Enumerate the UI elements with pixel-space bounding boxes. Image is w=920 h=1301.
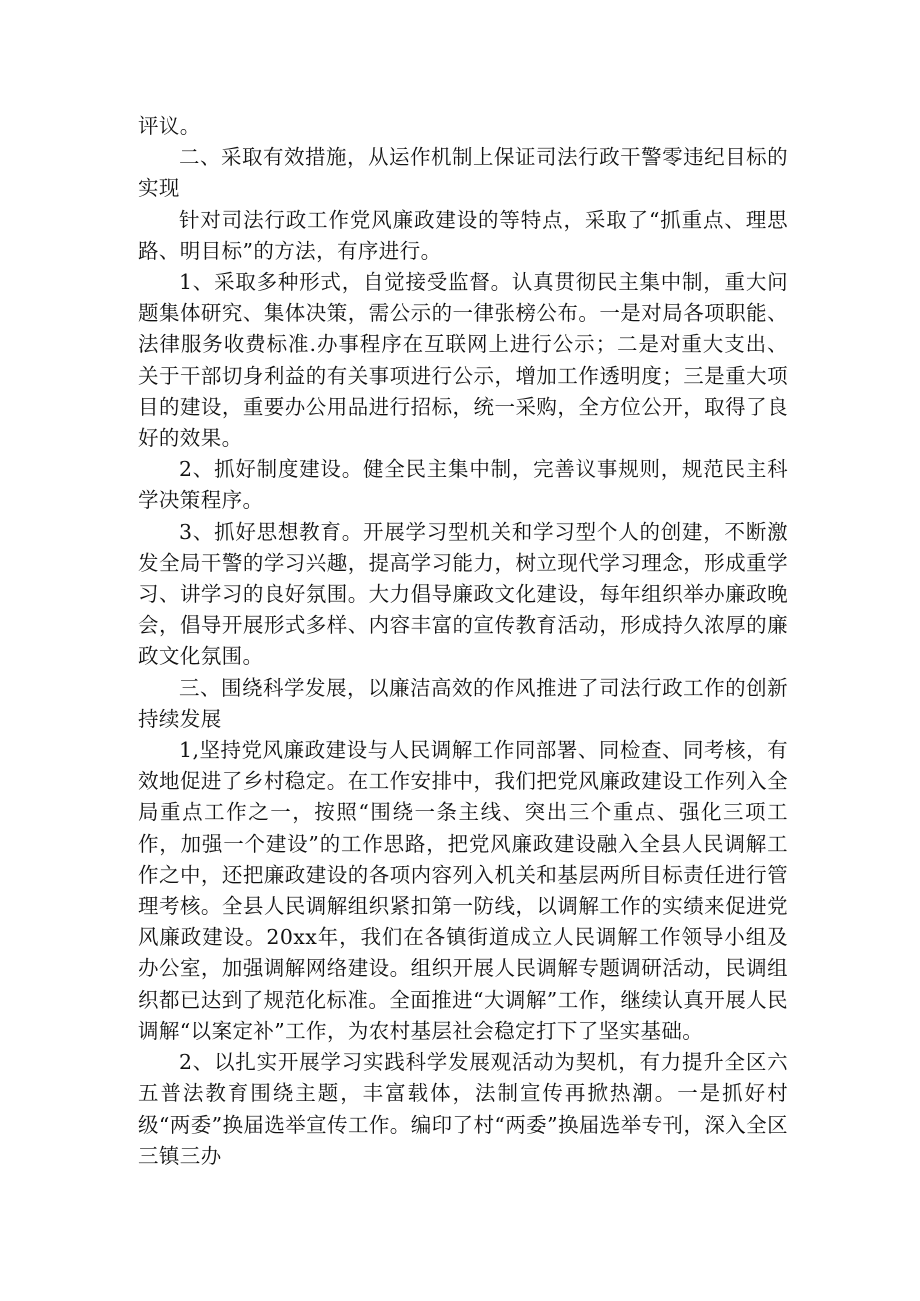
document-body <box>138 111 788 1172</box>
paragraph-item-3: 3、抓好思想教育。开展学习型机关和学习型个人的创建，不断激发全局干警的学习兴趣，提高学习能力，树立现代学习理念，形成重学习、讲学习的良好氛围。大力倡导廉政文化建设，每年组织举办廉政晚会，倡导开展形式多样、内容丰富的宣传教育活动，形成持久浓厚的廉政文化氛围。 <box>138 519 788 669</box>
section-heading-3: 三、围绕科学发展，以廉洁高效的作风推进了司法行政工作的创新持续发展 <box>138 675 788 731</box>
paragraph-item-3-1: 1,坚持党风廉政建设与人民调解工作同部署、同检查、同考核，有效地促进了乡村稳定。在工作安排中，我们把党风廉政建设工作列入全局重点工作之一，按照“围绕一条主线、突出三个重点、强化三项工作，加强一个建设”的工作思路，把党风廉政建设融入全县人民调解工作之中，还把廉政建设的各项内容列入机关和基层两所目标责任进行管理考核。全县人民调解组织紧扣第一防线，以调解工作的实绩来促进党风廉政建设。20xx年，我们在各镇街道成立人民调解工作领导小组及办公室，加强调解网络建设。组织开展人民调解专题调研活动，民调组织都已达到了规范化标准。全面推进“大调解”工作，继续认真开展人民调解“以案定补”工作，为农村基层社会稳定打下了坚实基础。 <box>138 738 788 1043</box>
paragraph-item-2: 2、抓好制度建设。健全民主集中制，完善议事规则，规范民主科学决策程序。 <box>138 457 788 513</box>
section-heading-2: 二、采取有效措施，从运作机制上保证司法行政干警零违纪目标的实现 <box>138 145 788 201</box>
paragraph-continuation: 评议。 <box>138 114 201 138</box>
paragraph-item-3-2: 2、以扎实开展学习实践科学发展观活动为契机，有力提升全区六五普法教育围绕主题，丰富载体，法制宣传再掀热潮。一是抓好村级“两委”换届选举宣传工作。编印了村“两委”换届选举专刊，深入全区三镇三办 <box>138 1050 788 1168</box>
paragraph-intro: 针对司法行政工作党风廉政建设的等特点，采取了“抓重点、理思路、明目标”的方法，有序进行。 <box>138 207 788 263</box>
paragraph-item-1: 1、采取多种形式，自觉接受监督。认真贯彻民主集中制，重大问题集体研究、集体决策，需公示的一律张榜公布。一是对局各项职能、法律服务收费标准.办事程序在互联网上进行公示；二是对重大支出、关于干部切身利益的有关事项进行公示，增加工作透明度；三是重大项目的建设，重要办公用品进行招标，统一采购，全方位公开，取得了良好的效果。 <box>138 270 788 451</box>
